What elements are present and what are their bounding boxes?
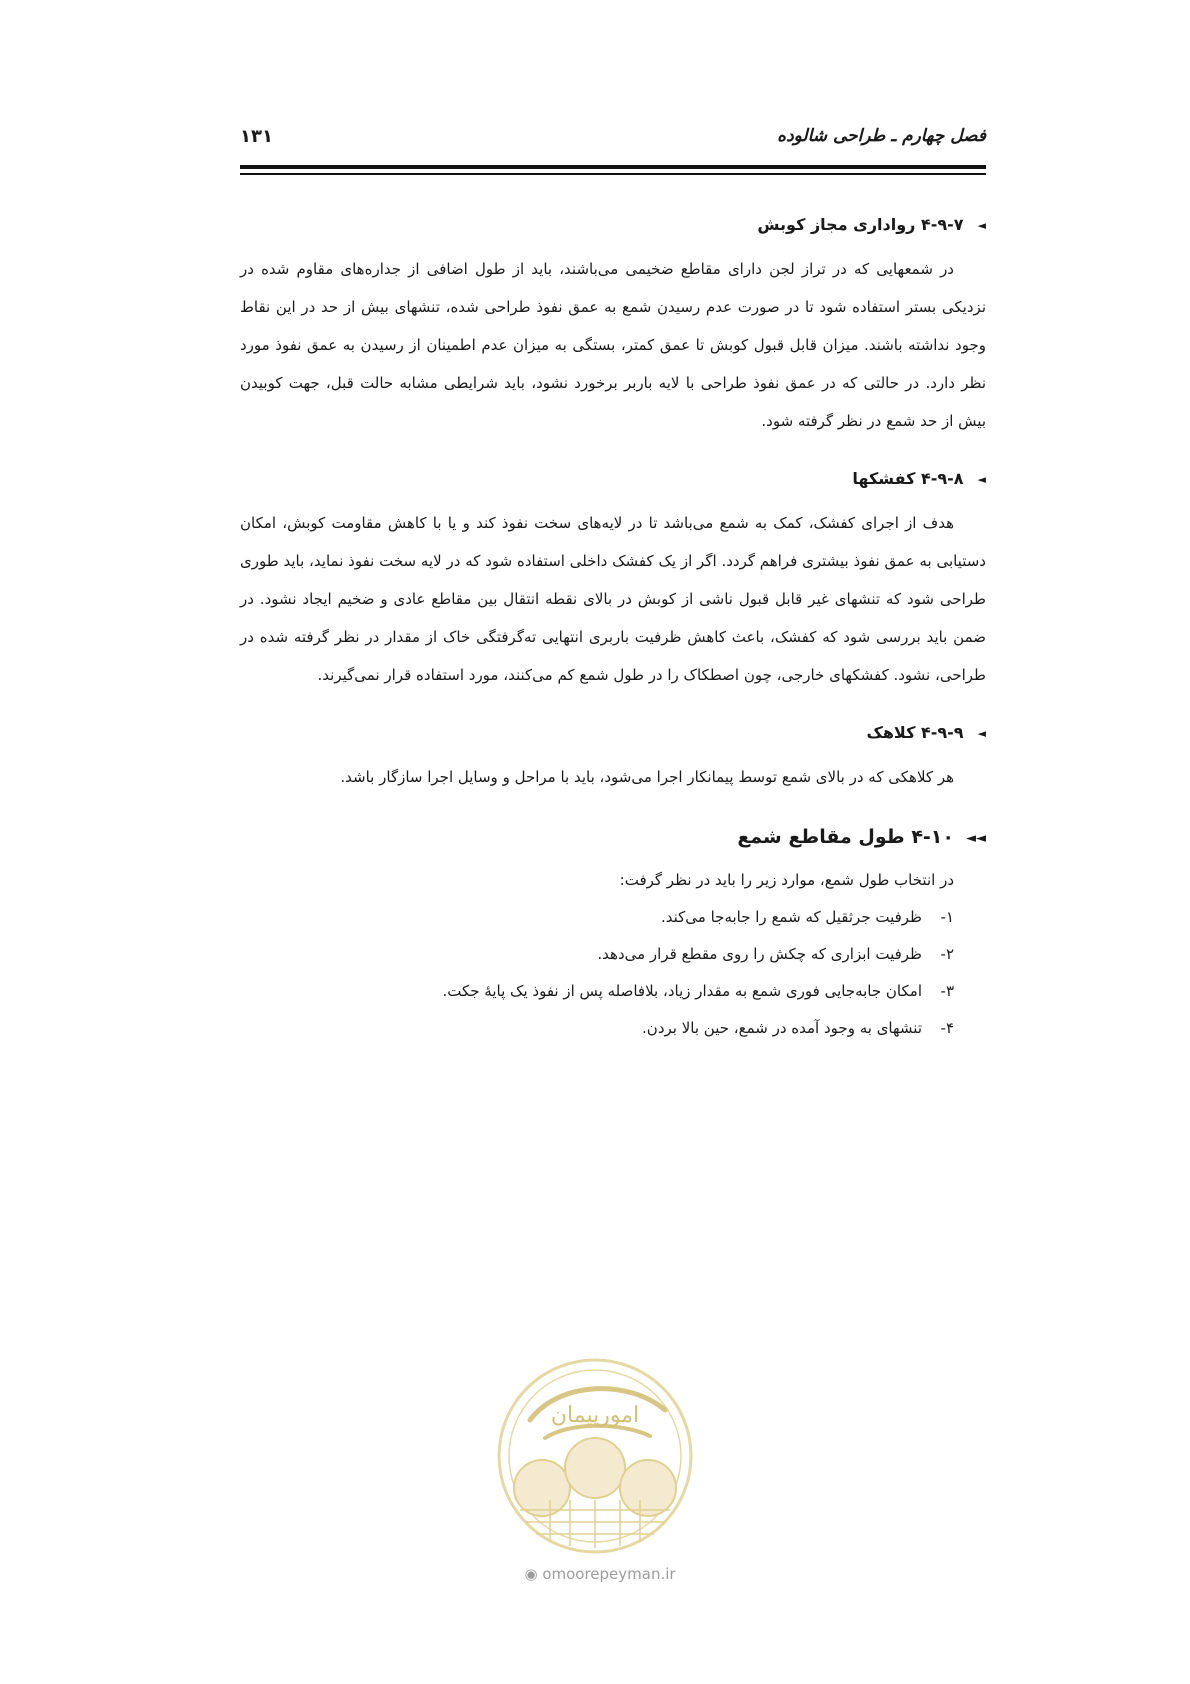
major-section-heading bbox=[240, 824, 986, 850]
list-intro: در انتخاب طول شمع، موارد زیر را باید در نظر گرفت: bbox=[619, 871, 954, 889]
watermark-url-text: omoorepeyman.ir bbox=[542, 1565, 676, 1583]
list-item bbox=[240, 899, 986, 936]
globe-icon: ◉ bbox=[524, 1565, 538, 1583]
section-heading-text: ۴-۹-۹ کلاهک bbox=[866, 723, 964, 742]
watermark-logo bbox=[490, 1350, 700, 1562]
section-marker-icon: ◄ bbox=[977, 727, 986, 740]
section-marker-icon: ◄ bbox=[977, 473, 986, 486]
list-item-number: ۳- bbox=[940, 982, 954, 1000]
section-paragraph: هدف از اجرای کفشک، کمک به شمع می‌باشد تا در لایه‌های سخت نفوذ کند و یا با کاهش مقاومت کوبش، امکان دستیابی به عمق نفوذ بیشتری فراهم گردد. اگر از یک کفشک داخلی استفاده شود که در لایه سخت نفوذ نماید، باید طوری طراحی شود که تنشهای غیر قابل قبول ناشی از کوبش در بالای نقطه انتقال بین مقاطع عادی و ضخیم ایجاد نشود. در ضمن باید بررسی شود که کفشک، باعث کاهش ظرفیت باربری انتهایی ته‌گرفتگی خاک از مقدار در نظر گرفته شده در طراحی، نشود. کفشکهای خارجی، چون اصطکاک را در طول شمع کم می‌کنند، مورد استفاده قرار نمی‌گیرند. bbox=[240, 514, 986, 684]
section-heading-text: ۴-۹-۸ کفشکها bbox=[852, 469, 964, 488]
list-item-text: ظرفیت جرثقیل که شمع را جابه‌جا می‌کند. bbox=[660, 908, 922, 926]
section-marker-icon: ◄ bbox=[977, 219, 986, 232]
list-item-number: ۲- bbox=[940, 945, 954, 963]
section-paragraph: هر کلاهکی که در بالای شمع توسط پیمانکار اجرا می‌شود، باید با مراحل و وسایل اجرا سازگار باشد. bbox=[340, 768, 954, 786]
page-header bbox=[240, 126, 986, 156]
page-number: ۱۳۱ bbox=[240, 126, 273, 147]
header-rule-thick bbox=[240, 165, 986, 169]
major-section-heading-text: ۴-۱۰ طول مقاطع شمع bbox=[737, 826, 954, 848]
watermark-logo-text: امورپیمان bbox=[550, 1403, 640, 1428]
numbered-list bbox=[240, 899, 986, 1047]
section-heading bbox=[240, 720, 986, 746]
section-heading bbox=[240, 466, 986, 492]
list-item-number: ۱- bbox=[940, 908, 954, 926]
watermark-url bbox=[495, 1565, 705, 1583]
list-item-text: تنشهای به وجود آمده در شمع، حین بالا بردن. bbox=[642, 1019, 922, 1037]
section-heading-text: ۴-۹-۷ رواداری مجاز کوبش bbox=[757, 215, 964, 234]
chapter-title: فصل چهارم ـ طراحی شالوده bbox=[777, 126, 986, 146]
section-heading bbox=[240, 212, 986, 238]
list-item-number: ۴- bbox=[940, 1019, 954, 1037]
section-paragraph: در شمعهایی که در تراز لجن دارای مقاطع ضخیمی می‌باشند، باید از طول اضافی از جداره‌های مقاوم شده در نزدیکی بستر استفاده شود تا در صورت عدم رسیدن شمع به عمق نفوذ طراحی شده، تنشهای بیش از حد در این نقاط وجود نداشته باشند. میزان قابل قبول کوبش تا عمق کمتر، بستگی به میزان عدم اطمینان از رسیدن به عمق نفوذ مورد نظر دارد. در حالتی که در عمق نفوذ طراحی با لایه باربر برخورد نشود، باید شرایطی مشابه حالت قبل، جهت کوبیدن بیش از حد شمع در نظر گرفته شود. bbox=[240, 260, 986, 430]
list-item bbox=[240, 973, 986, 1010]
header-rule-thin bbox=[240, 173, 986, 175]
list-item bbox=[240, 936, 986, 973]
major-section-marker-icon: ◄◄ bbox=[966, 831, 986, 846]
page-body bbox=[240, 212, 986, 1047]
list-item-text: ظرفیت ابزاری که چکش را روی مقطع قرار می‌دهد. bbox=[597, 945, 922, 963]
list-item-text: امکان جابه‌جایی فوری شمع به مقدار زیاد، بلافاصله پس از نفوذ یک پایهٔ جکت. bbox=[442, 982, 922, 1000]
list-item bbox=[240, 1010, 986, 1047]
